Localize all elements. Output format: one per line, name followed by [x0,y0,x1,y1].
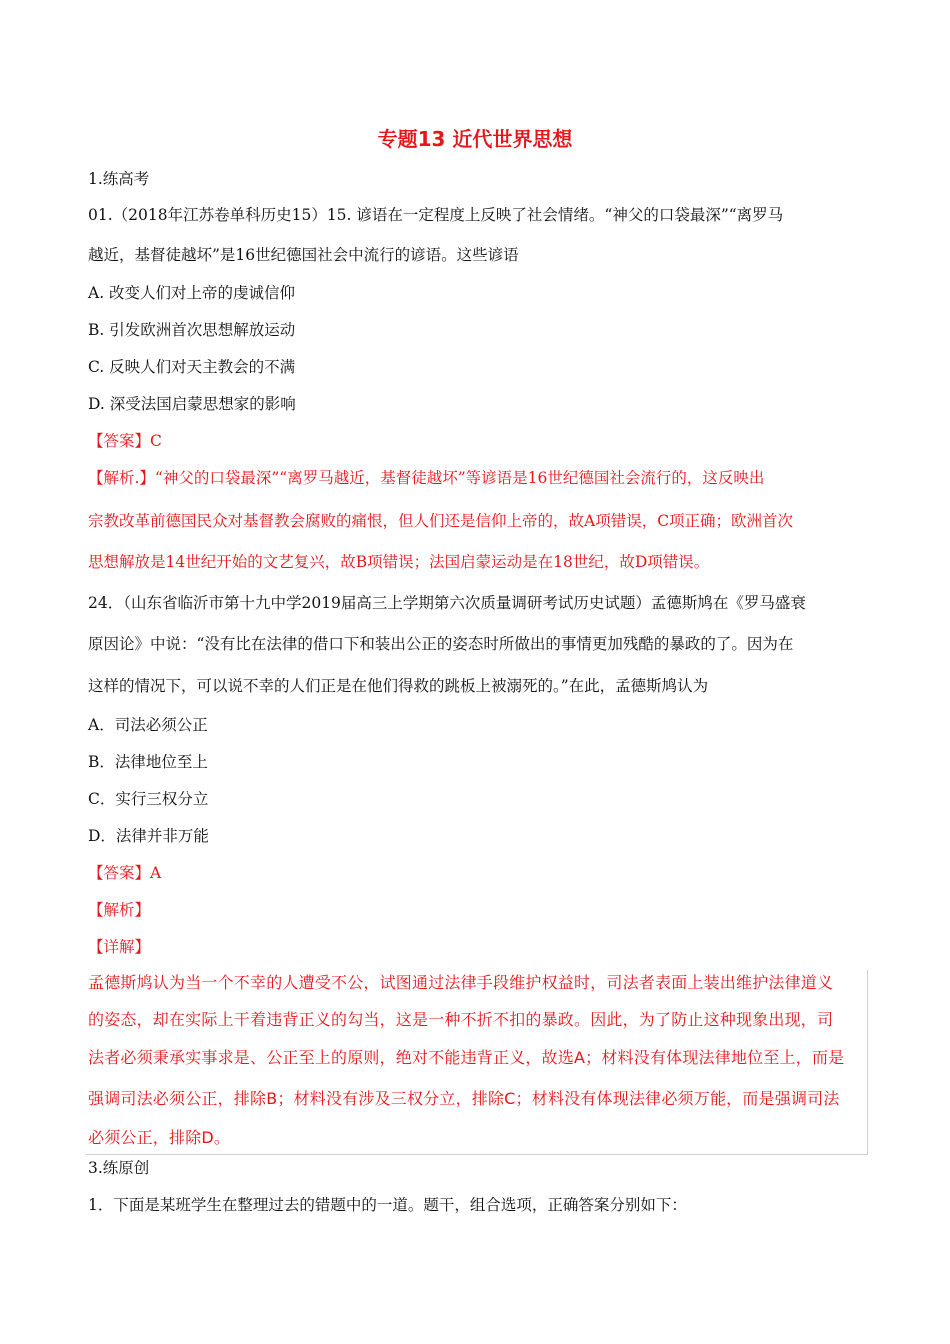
detail-text: 的姿态，却在实际上干着违背正义的勾当，这是一种不折不扣的暴政。因此，为了防止这种现象出现，司 [88,1010,834,1029]
option-d: D．法律并非万能 [88,827,209,845]
option-c: C．实行三权分立 [88,790,209,808]
question-stem: 1．下面是某班学生在整理过去的错题中的一道。题干，组合选项，正确答案分别如下： [88,1196,687,1214]
question-stem: 这样的情况下，可以说不幸的人们正是在他们得救的跳板上被溺死的。”在此，孟德斯鸠认为 [88,677,709,695]
detail-text: 强调司法必须公正，排除B；材料没有涉及三权分立，排除C；材料没有体现法律必须万能，而是强调司法 [88,1089,840,1108]
question-stem: 24．（山东省临沂市第十九中学2019届高三上学期第六次质量调研考试历史试题）孟德斯鸠在《罗马盛衰 [88,594,806,612]
detail-text: 法者必须秉承实事求是、公正至上的原则，绝对不能违背正义，故选A；材料没有体现法律地位至上，而是 [88,1048,845,1067]
question-stem: 原因论》中说：“没有比在法律的借口下和装出公正的姿态时所做出的事情更加残酷的暴政的了。因为在 [88,635,794,653]
detail-label: 【详解】 [88,938,151,956]
question-stem: 01.（2018年江苏卷单科历史15）15. 谚语在一定程度上反映了社会情绪。“神父的口袋最深”“离罗马 [88,206,784,224]
analysis-text: 【解析.】“神父的口袋最深”“离罗马越近，基督徒越坏”等谚语是16世纪德国社会流行的，这反映出 [88,469,765,487]
option-c: C. 反映人们对天主教会的不满 [88,358,296,376]
option-b: B. 引发欧洲首次思想解放运动 [88,321,296,339]
option-a: A. 改变人们对上帝的虔诚信仰 [88,284,296,302]
analysis-label: 【解析】 [88,901,151,919]
question-stem: 越近，基督徒越坏”是16世纪德国社会中流行的谚语。这些谚语 [88,246,519,264]
option-b: B．法律地位至上 [88,753,208,771]
page-title: 专题13 近代世界思想 [377,127,573,151]
option-a: A．司法必须公正 [88,716,208,734]
option-d: D. 深受法国启蒙思想家的影响 [88,395,296,413]
section-heading: 1.练高考 [88,170,150,188]
answer-label: 【答案】A [88,864,162,882]
analysis-text: 宗教改革前德国民众对基督教会腐败的痛恨，但人们还是信仰上帝的，故A项错误，C项正确；欧洲首次 [88,512,794,530]
section-heading: 3.练原创 [88,1159,150,1177]
detail-text: 必须公正，排除D。 [88,1128,231,1147]
detail-text: 孟德斯鸠认为当一个不幸的人遭受不公，试图通过法律手段维护权益时，司法者表面上装出维护法律道义 [88,973,834,992]
analysis-text: 思想解放是14世纪开始的文艺复兴，故B项错误；法国启蒙运动是在18世纪，故D项错误。 [88,553,710,571]
answer-label: 【答案】C [88,432,162,450]
